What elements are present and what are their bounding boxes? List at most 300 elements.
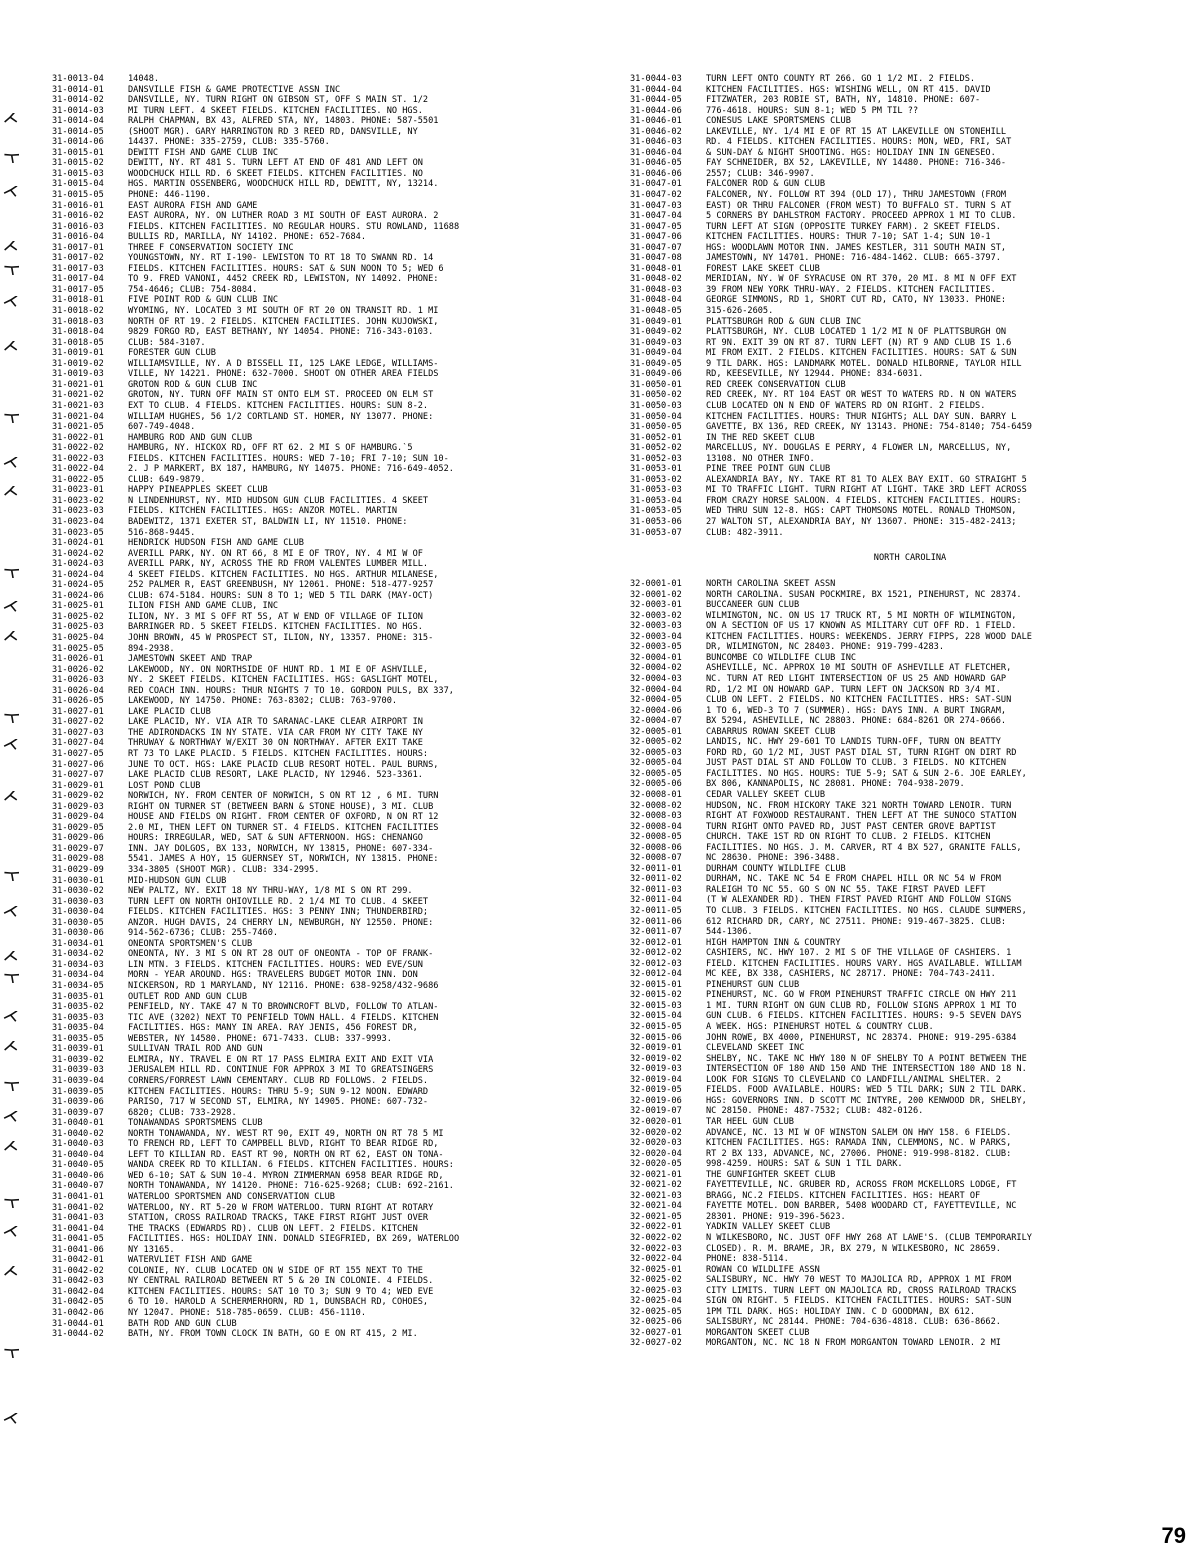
listing-code: 31-0016-04 [52, 232, 104, 243]
listing-text: ONEONTA SPORTSMEN'S CLUB [128, 938, 253, 949]
listing-code: 31-0029-05 [52, 822, 104, 833]
listing-code: 31-0041-03 [52, 1213, 104, 1224]
margin-check-mark [3, 1078, 19, 1090]
listing-code: 32-0020-03 [630, 1138, 682, 1149]
listing-code: 31-0021-01 [52, 379, 104, 390]
listing-text: MID-HUDSON GUN CLUB [128, 875, 227, 886]
listing-text: MI FROM EXIT. 2 FIELDS. KITCHEN FACILITIES. HOURS: SAT & SUN [706, 348, 1017, 359]
listing-code: 32-0004-04 [630, 684, 682, 695]
listing-line [52, 559, 612, 570]
listing-text: 2.0 MI, THEN LEFT ON TURNER ST. 4 FIELDS. KITCHEN FACILITIES [128, 822, 439, 833]
listing-text: CLEVELAND SKEET INC [706, 1043, 805, 1054]
listing-code: 32-0011-01 [630, 863, 682, 874]
listing-code: 31-0050-05 [630, 422, 682, 433]
listing-code: 31-0053-01 [630, 464, 682, 475]
listing-line [630, 1075, 1190, 1086]
listing-text: CLUB ON LEFT. 2 FIELDS. NO KITCHEN FACILITIES. HRS: SAT-SUN [706, 695, 1012, 706]
listing-code: 31-0049-02 [630, 327, 682, 338]
listing-code: 32-0004-05 [630, 695, 682, 706]
listing-code: 31-0017-03 [52, 263, 104, 274]
listing-text: WYOMING, NY. LOCATED 3 MI SOUTH OF RT 20 ON TRANSIT RD. 1 MI [128, 306, 439, 317]
listing-text: KITCHEN FACILITIES. HOURS: THUR NIGHTS; ALL DAY SUN. BARRY L [706, 411, 1017, 422]
listing-code: 32-0005-05 [630, 768, 682, 779]
right-column [630, 74, 1190, 1349]
listing-line [630, 1022, 1190, 1033]
listing-code: 32-0011-07 [630, 927, 682, 938]
listing-text: HAPPY PINEAPPLES SKEET CLUB [128, 485, 268, 496]
listing-line [630, 285, 1190, 296]
listing-line [630, 496, 1190, 507]
listing-code: 31-0021-04 [52, 411, 104, 422]
listing-text: PINE TREE POINT GUN CLUB [706, 464, 831, 475]
listing-text: FIELD. KITCHEN FACILITIES. HOURS VARY. HGS AVAILABLE. WILLIAM [706, 958, 1022, 969]
listing-text: OUTLET ROD AND GUN CLUB [128, 991, 247, 1002]
listing-code: 32-0003-03 [630, 621, 682, 632]
listing-code: 31-0021-02 [52, 390, 104, 401]
listing-text: LEFT TO KILLIAN RD. EAST RT 90, NORTH ON RT 62, EAST ON TONA- [128, 1149, 444, 1160]
listing-code: 32-0003-04 [630, 631, 682, 642]
listing-line [52, 1276, 612, 1287]
listing-text: DR, WILMINGTON, NC 28403. PHONE: 919-799-4283. [706, 642, 944, 653]
listing-code: 32-0005-03 [630, 747, 682, 758]
listing-line [630, 211, 1190, 222]
listing-line [630, 169, 1190, 180]
listing-text: 776-4618. HOURS: SUN 8-1; WED 5 PM TIL ?? [706, 105, 919, 116]
listing-line [52, 1023, 612, 1034]
listing-code: 31-0047-07 [630, 242, 682, 253]
listing-text: EXT TO CLUB. 4 FIELDS. KITCHEN FACILITIES. HOURS: SUN 8-2. [128, 400, 429, 411]
listing-line [52, 274, 612, 285]
listing-code: 32-0021-04 [630, 1201, 682, 1212]
listing-line [52, 412, 612, 423]
listing-code: 32-0019-01 [630, 1043, 682, 1054]
listing-text: HAMBURG ROD AND GUN CLUB [128, 432, 253, 443]
listing-code: 32-0003-02 [630, 610, 682, 621]
listing-text: MORGANTON SKEET CLUB [706, 1327, 810, 1338]
listing-text: WED THRU SUN 12-8. HGS: CAPT THOMSONS MOTEL. RONALD THOMSON, [706, 506, 1017, 517]
listing-line [52, 517, 612, 528]
margin-check-mark [3, 410, 19, 422]
listing-code: 31-0025-02 [52, 611, 104, 622]
listing-code: 31-0021-05 [52, 422, 104, 433]
listing-code: 31-0039-06 [52, 1097, 104, 1108]
listing-code: 31-0018-04 [52, 327, 104, 338]
listing-text: 315-626-2605. [706, 306, 774, 317]
listing-code: 31-0034-05 [52, 981, 104, 992]
listing-code: 31-0047-08 [630, 253, 682, 264]
listing-text: PARISO, 717 W SECOND ST, ELMIRA, NY 14905. PHONE: 607-732- [128, 1097, 429, 1108]
margin-check-mark [3, 1345, 19, 1357]
listing-code: 31-0027-07 [52, 770, 104, 781]
listing-line [52, 939, 612, 950]
listing-code: 31-0039-05 [52, 1086, 104, 1097]
listing-text: JAMESTOWN, NY 14701. PHONE: 716-484-1462. CLUB: 665-3797. [706, 253, 1001, 264]
listing-code: 32-0015-05 [630, 1022, 682, 1033]
listing-text: FACILITIES. NO HGS. J. M. CARVER, RT 4 BX 527, GRANITE FALLS, [706, 842, 1022, 853]
listing-line [630, 1085, 1190, 1096]
listing-text: NORTH CAROLINA SKEET ASSN [706, 579, 836, 590]
listing-line [630, 338, 1190, 349]
listing-code: 31-0046-01 [630, 116, 682, 127]
listing-line [52, 475, 612, 486]
listing-line [52, 1108, 612, 1119]
listing-text: FAY SCHNEIDER, BX 52, LAKEVILLE, NY 14480. PHONE: 716-346- [706, 158, 1007, 169]
listing-text: FAYETTE MOTEL. DON BARBER, 5408 WOODARD CT, FAYETTEVILLE, NC [706, 1201, 1017, 1212]
listing-code: 31-0041-06 [52, 1244, 104, 1255]
listing-text: FALCONER ROD & GUN CLUB [706, 179, 825, 190]
margin-check-mark [3, 1195, 19, 1207]
margin-check-mark [3, 600, 19, 612]
listing-line [630, 412, 1190, 423]
listing-line [630, 253, 1190, 264]
listing-line [630, 621, 1190, 632]
listing-text: YOUNGSTOWN, NY. RT I-190- LEWISTON TO RT 18 TO SWANN RD. 14 [128, 253, 434, 264]
margin-check-mark [3, 868, 19, 880]
listing-code: 31-0042-05 [52, 1297, 104, 1308]
listing-code: 32-0019-07 [630, 1106, 682, 1117]
listing-code: 31-0029-07 [52, 843, 104, 854]
listing-code: 32-0019-05 [630, 1085, 682, 1096]
listing-code: 31-0017-05 [52, 284, 104, 295]
listing-line [630, 885, 1190, 896]
listing-text: RIGHT AT FOXWOOD RESTAURANT. THEN LEFT AT THE SUNOCO STATION [706, 811, 1017, 822]
listing-text: JUNE TO OCT. HGS: LAKE PLACID CLUB RESORT HOTEL. PAUL BURNS, [128, 759, 439, 770]
listing-code: 31-0017-01 [52, 242, 104, 253]
listing-code: 32-0004-03 [630, 673, 682, 684]
listing-line [52, 1150, 612, 1161]
listing-text: 39 FROM NEW YORK THRU-WAY. 2 FIELDS. KITCHEN FACILITIES. [706, 284, 996, 295]
listing-line [52, 454, 612, 465]
listing-text: HAMBURG, NY. HICKOX RD, OFF RT 62. 2 MI S OF HAMBURG.`5 [128, 443, 413, 454]
listing-text: 9829 FORGO RD, EAST BETHANY, NY 14054. PHONE: 716-343-0103. [128, 327, 434, 338]
listing-text: INTERSECTION OF 180 AND 150 AND THE INTERSECTION 180 AND 18 N. [706, 1064, 1027, 1075]
listing-code: 31-0052-01 [630, 432, 682, 443]
listing-line [52, 549, 612, 560]
listing-line [630, 1170, 1190, 1181]
listing-text: CHURCH. TAKE 1ST RD ON RIGHT TO CLUB. 2 FIELDS. KITCHEN [706, 832, 991, 843]
listing-code: 31-0024-05 [52, 580, 104, 591]
listing-code: 32-0003-05 [630, 642, 682, 653]
listing-line [630, 1096, 1190, 1107]
listing-text: ELMIRA, NY. TRAVEL E ON RT 17 PASS ELMIRA EXIT AND EXIT VIA [128, 1054, 434, 1065]
listing-text: SALISBURY, NC. HWY 70 WEST TO MAJOLICA RD, APPROX 1 MI FROM [706, 1275, 1012, 1286]
listing-code: 31-0022-03 [52, 453, 104, 464]
listing-code: 31-0013-04 [52, 74, 104, 84]
page-number: 79 [1161, 1523, 1186, 1548]
listing-line [630, 843, 1190, 854]
listing-text: FIELDS. KITCHEN FACILITIES. HOURS: WED 7-10; FRI 7-10; SUN 10- [128, 453, 449, 464]
listing-text: WOODCHUCK HILL RD. 6 SKEET FIELDS. KITCHEN FACILITIES. NO [128, 168, 423, 179]
listing-line [52, 485, 612, 496]
listing-code: 32-0015-03 [630, 1000, 682, 1011]
listing-code: 32-0020-05 [630, 1159, 682, 1170]
listing-line [630, 790, 1190, 801]
listing-line [52, 1266, 612, 1277]
listing-code: 32-0025-01 [630, 1264, 682, 1275]
listing-text: RD. 4 FIELDS. KITCHEN FACILITIES. HOURS: MON, WED, FRI, SAT [706, 137, 1012, 148]
listing-line [52, 538, 612, 549]
listing-line [52, 580, 612, 591]
listing-line [52, 633, 612, 644]
listing-code: 32-0022-03 [630, 1243, 682, 1254]
listing-text: MERIDIAN, NY. W OF SYRACUSE ON RT 370, 20 MI. 8 MI N OFF EXT [706, 274, 1017, 285]
listing-text: DURHAM, NC. TAKE NC 54 E FROM CHAPEL HILL OR NC 54 W FROM [706, 874, 1001, 885]
listing-text: KITCHEN FACILITIES. HOURS: THRU 5-9; SUN 9-12 NOON. EDWARD [128, 1086, 429, 1097]
listing-code: 31-0022-02 [52, 443, 104, 454]
listing-text: 9 TIL DARK. HGS: LANDMARK MOTEL. DONALD HILBORNE, TAYLOR HILL [706, 358, 1022, 369]
listing-code: 31-0041-05 [52, 1234, 104, 1245]
listing-line [52, 1055, 612, 1066]
listing-text: ILION, NY. 3 MI S OFF RT 5S, AT W END OF VILLAGE OF ILION [128, 611, 423, 622]
listing-line [630, 380, 1190, 391]
listing-code: 31-0053-06 [630, 516, 682, 527]
listing-code: 31-0044-03 [630, 74, 682, 84]
listing-text: TONAWANDAS SPORTSMENS CLUB [128, 1118, 263, 1129]
listing-code: 31-0040-01 [52, 1118, 104, 1129]
listing-line [630, 685, 1190, 696]
listing-line [630, 1254, 1190, 1265]
listing-line [52, 686, 612, 697]
listing-line [52, 443, 612, 454]
listing-code: 32-0020-01 [630, 1116, 682, 1127]
listing-text: NC 28150. PHONE: 487-7532; CLUB: 482-0126. [706, 1106, 924, 1117]
listing-line [52, 717, 612, 728]
listing-line [52, 791, 612, 802]
listing-text: CONESUS LAKE SPORTSMENS CLUB [706, 116, 851, 127]
listing-code: 31-0024-01 [52, 538, 104, 549]
listing-line [52, 622, 612, 633]
listing-line [630, 895, 1190, 906]
listing-line [630, 1212, 1190, 1223]
listing-line [52, 749, 612, 760]
listing-line [630, 201, 1190, 212]
listing-text: FIELDS. KITCHEN FACILITIES. HGS: ANZOR MOTEL. MARTIN [128, 506, 398, 517]
listing-code: 32-0012-03 [630, 958, 682, 969]
listing-code: 31-0053-03 [630, 485, 682, 496]
new-york-continued-listings [630, 74, 1190, 538]
listing-text: HUDSON, NC. FROM HICKORY TAKE 321 NORTH TOWARD LENOIR. TURN [706, 800, 1012, 811]
margin-check-mark [3, 790, 19, 802]
listing-line [630, 811, 1190, 822]
listing-code: 32-0020-04 [630, 1148, 682, 1159]
listing-code: 31-0042-03 [52, 1276, 104, 1287]
listing-code: 31-0040-04 [52, 1149, 104, 1160]
listing-text: THE GUNFIGHTER SKEET CLUB [706, 1169, 836, 1180]
listing-text: KITCHEN FACILITIES. HOURS: THUR 7-10; SAT 1-4; SUN 10-1 [706, 232, 991, 243]
listing-line [52, 1192, 612, 1203]
listing-text: HGS: WOODLAWN MOTOR INN. JAMES KESTLER, 311 SOUTH MAIN ST, [706, 242, 1007, 253]
listing-text: BATH, NY. FROM TOWN CLOCK IN BATH, GO E ON RT 415, 2 MI. [128, 1329, 418, 1340]
listing-code: 31-0030-05 [52, 917, 104, 928]
listing-line [630, 1317, 1190, 1328]
listing-text: FORD RD, GO 1/2 MI, JUST PAST DIAL ST, TURN RIGHT ON DIRT RD [706, 747, 1017, 758]
listing-text: GROTON ROD & GUN CLUB INC [128, 379, 258, 390]
margin-check-mark [3, 340, 19, 352]
listing-text: PINEHURST GUN CLUB [706, 979, 800, 990]
listing-line [52, 1097, 612, 1108]
listing-line [52, 876, 612, 887]
listing-text: DANSVILLE FISH & GAME PROTECTIVE ASSN INC [128, 84, 341, 95]
listing-line [630, 454, 1190, 465]
listing-line [52, 1203, 612, 1214]
listing-code: 31-0026-03 [52, 675, 104, 686]
listing-line [52, 264, 612, 275]
listing-line [52, 738, 612, 749]
listing-code: 31-0027-05 [52, 749, 104, 759]
listing-text: FIELDS. KITCHEN FACILITIES. NO REGULAR HOURS. STU ROWLAND, 11688 [128, 221, 460, 232]
listing-text: TO CLUB. 3 FIELDS. KITCHEN FACILITIES. NO HGS. CLAUDE SUMMERS, [706, 906, 1027, 917]
listing-text: 14048. [128, 74, 160, 84]
listing-line [630, 1222, 1190, 1233]
listing-line [52, 770, 612, 781]
listing-line [630, 1265, 1190, 1276]
listing-line [52, 327, 612, 338]
listing-line [630, 832, 1190, 843]
listing-code: 32-0008-02 [630, 800, 682, 811]
listing-code: 31-0015-03 [52, 168, 104, 179]
listing-line [52, 854, 612, 865]
listing-text: LAKEVILLE, NY. 1/4 MI E OF RT 15 AT LAKEVILLE ON STONEHILL [706, 126, 1007, 137]
listing-line [52, 612, 612, 623]
listing-code: 31-0030-03 [52, 896, 104, 907]
listing-code: 31-0035-03 [52, 1012, 104, 1023]
margin-check-mark [3, 1412, 19, 1424]
margin-check-mark [3, 456, 19, 468]
listing-text: CASHIERS, NC. HWY 107. 2 MI S OF THE VILLAGE OF CASHIERS. 1 [706, 948, 1012, 959]
listing-line [52, 728, 612, 739]
listing-code: 31-0050-02 [630, 390, 682, 401]
listing-text: & SUN-DAY & NIGHT SHOOTING. HGS: HOLIDAY INN IN GENESEO. [706, 147, 996, 158]
listing-code: 32-0015-06 [630, 1032, 682, 1043]
listing-line [630, 853, 1190, 864]
listing-text: THREE F CONSERVATION SOCIETY INC [128, 242, 294, 253]
listing-text: LANDIS, NC. HWY 29-601 TO LANDIS TURN-OFF, TURN ON BEATTY [706, 737, 1001, 748]
listing-text: N LINDENHURST, NY. MID HUDSON GUN CLUB FACILITIES. 4 SKEET [128, 495, 429, 506]
listing-line [52, 295, 612, 306]
listing-text: SHELBY, NC. TAKE NC HWY 180 N OF SHELBY TO A POINT BETWEEN THE [706, 1053, 1027, 1064]
listing-line [52, 897, 612, 908]
listing-text: CABARRUS ROWAN SKEET CLUB [706, 726, 836, 737]
listing-code: 31-0040-07 [52, 1181, 104, 1192]
listing-code: 32-0001-01 [630, 579, 682, 590]
listing-text: DANSVILLE, NY. TURN RIGHT ON GIBSON ST, OFF S MAIN ST. 1/2 [128, 95, 429, 106]
listing-code: 31-0053-05 [630, 506, 682, 517]
listing-text: CITY LIMITS. TURN LEFT ON MAJOLICA RD, CROSS RAILROAD TRACKS [706, 1285, 1017, 1296]
listing-code: 31-0014-02 [52, 95, 104, 106]
listing-text: FIELDS. KITCHEN FACILITIES. HGS: 3 PENNY INN; THUNDERBIRD; [128, 907, 429, 918]
listing-text: VILLE, NY 14221. PHONE: 632-7000. SHOOT ON OTHER AREA FIELDS [128, 369, 439, 380]
listing-code: 32-0008-06 [630, 842, 682, 853]
listing-line [630, 1138, 1190, 1149]
listing-code: 31-0024-06 [52, 590, 104, 601]
listing-line [630, 1117, 1190, 1128]
listing-code: 31-0025-04 [52, 632, 104, 643]
listing-text: WATERLOO SPORTSMEN AND CONSERVATION CLUB [128, 1191, 335, 1202]
listing-line [630, 327, 1190, 338]
listing-code: 31-0022-05 [52, 474, 104, 485]
listing-code: 31-0044-05 [630, 95, 682, 106]
listing-code: 31-0023-03 [52, 506, 104, 517]
listing-text: DEWITT, NY. RT 481 S. TURN LEFT AT END OF 481 AND LEFT ON [128, 158, 423, 169]
listing-line [52, 169, 612, 180]
listing-line [52, 654, 612, 665]
listing-text: HIGH HAMPTON INN & COUNTRY [706, 937, 841, 948]
margin-check-mark [3, 710, 19, 722]
listing-text: LAKE PLACID CLUB [128, 706, 211, 717]
listing-code: 31-0018-02 [52, 306, 104, 317]
listing-code: 31-0023-04 [52, 516, 104, 527]
listing-line [630, 1180, 1190, 1191]
listing-text: LAKE PLACID CLUB RESORT, LAKE PLACID, NY 12946. 523-3361. [128, 770, 423, 781]
listing-text: AVERILL PARK, NY, ACROSS THE RD FROM VALENTES LUMBER MILL. [128, 559, 429, 570]
listing-text: LAKEWOOD, NY. ON NORTHSIDE OF HUNT RD. 1 MI E OF ASHVILLE, [128, 664, 429, 675]
listing-code: 31-0025-05 [52, 643, 104, 654]
listing-code: 31-0027-01 [52, 706, 104, 717]
listing-code: 31-0039-03 [52, 1065, 104, 1076]
listing-line [630, 264, 1190, 275]
listing-code: 31-0046-03 [630, 137, 682, 148]
listing-code: 31-0030-01 [52, 875, 104, 886]
listing-line [630, 359, 1190, 370]
listing-text: 5541. JAMES A HOY, 15 GUERNSEY ST, NORWICH, NY 13815. PHONE: [128, 854, 439, 865]
margin-check-mark [3, 950, 19, 962]
listing-line [52, 1181, 612, 1192]
listing-code: 32-0011-05 [630, 906, 682, 917]
listing-text: TURN LEFT ON NORTH OHIOVILLE RD. 2 1/4 MI TO CLUB. 4 SKEET [128, 896, 429, 907]
listing-text: 998-4259. HOURS: SAT & SUN 1 TIL DARK. [706, 1159, 903, 1170]
margin-check-mark [3, 295, 19, 307]
listing-text: FIVE POINT ROD & GUN CLUB INC [128, 295, 279, 306]
margin-check-mark [3, 150, 19, 162]
listing-line [630, 137, 1190, 148]
listing-code: 31-0030-02 [52, 886, 104, 897]
listing-line [630, 938, 1190, 949]
listing-text: WEBSTER, NY 14580. PHONE: 671-7433. CLUB: 337-9993. [128, 1033, 392, 1044]
listing-code: 31-0015-04 [52, 179, 104, 190]
listing-code: 31-0040-03 [52, 1139, 104, 1150]
listing-line [630, 906, 1190, 917]
listing-text: STATION, CROSS RAILROAD TRACKS, TAKE FIRST RIGHT JUST OVER [128, 1213, 429, 1224]
listing-text: WED 6-10; SAT & SUN 10-4. MYRON ZIMMERMAN 6958 BEAR RIDGE RD, [128, 1170, 444, 1181]
listing-text: RALEIGH TO NC 55. GO S ON NC 55. TAKE FIRST PAVED LEFT [706, 884, 986, 895]
listing-line [630, 1244, 1190, 1255]
listing-line [630, 1064, 1190, 1075]
listing-text: TO 9. FRED VANONI, 4452 CREEK RD, LEWISTON, NY 14092. PHONE: [128, 274, 439, 285]
listing-line [630, 1011, 1190, 1022]
listing-code: 31-0019-01 [52, 348, 104, 359]
listing-line [52, 1297, 612, 1308]
listing-line [52, 464, 612, 475]
listing-line [52, 390, 612, 401]
listing-code: 32-0019-04 [630, 1074, 682, 1085]
listing-code: 31-0035-04 [52, 1023, 104, 1034]
listing-code: 32-0021-05 [630, 1211, 682, 1222]
listing-line [52, 1224, 612, 1235]
listing-text: NY 13165. [128, 1244, 175, 1255]
north-carolina-listings [630, 579, 1190, 1349]
listing-line [52, 401, 612, 412]
listing-line [630, 190, 1190, 201]
listing-text: 1 MI. TURN RIGHT ON GUN CLUB RD, FOLLOW SIGNS APPROX 1 MI TO [706, 1000, 1017, 1011]
listing-text: LIN MTN. 3 FIELDS. KITCHEN FACILITIES. HOURS: WED EVE/SUN [128, 959, 423, 970]
listing-line [630, 1033, 1190, 1044]
listing-line [52, 949, 612, 960]
listing-code: 31-0023-05 [52, 527, 104, 538]
listing-text: NY. 2 SKEET FIELDS. KITCHEN FACILITIES. HGS: GASLIGHT MOTEL, [128, 675, 439, 686]
listing-text: FAYETTEVILLE, NC. GRUBER RD, ACROSS FROM MCKELLORS LODGE, FT [706, 1180, 1017, 1191]
listing-code: 31-0047-06 [630, 232, 682, 243]
listing-code: 32-0015-02 [630, 990, 682, 1001]
